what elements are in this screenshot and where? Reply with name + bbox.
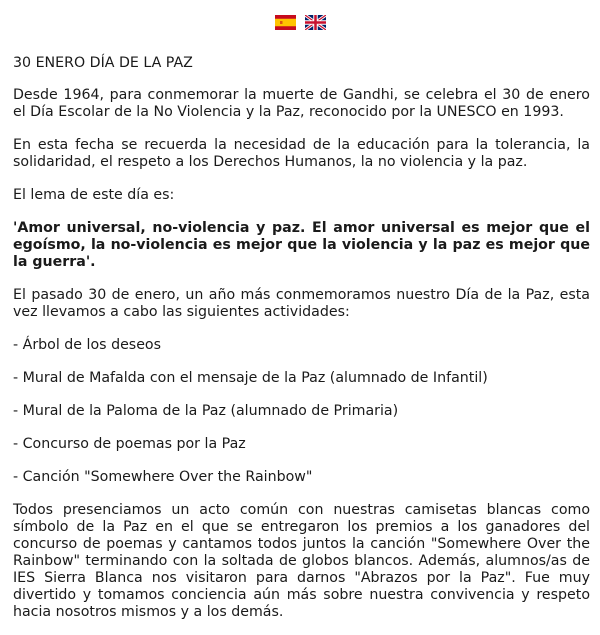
- activity-item: - Canción "Somewhere Over the Rainbow": [13, 469, 313, 485]
- activity-item: - Concurso de poemas por la Paz: [13, 436, 246, 452]
- uk-flag-icon[interactable]: [305, 15, 326, 30]
- spanish-flag-icon[interactable]: [275, 15, 296, 30]
- activities-intro: El pasado 30 de enero, un año más conmemoramos nuestro Día de la Paz, esta vez llevamos a cabo las siguientes actividades:: [13, 287, 590, 320]
- article-body: [13, 55, 590, 621]
- motto-intro: El lema de este día es:: [13, 187, 175, 203]
- language-switcher: [275, 15, 326, 30]
- activity-item: - Árbol de los deseos: [13, 337, 161, 353]
- closing-paragraph: Todos presenciamos un acto común con nuestras camisetas blancas como símbolo de la Paz en el que se entregaron los premios a los ganadores del concurso de poemas y cantamos todos juntos la canción "Somewhere Over the Rainbow" terminando con la soltada de globos blancos. Además, alumnos/as de IES Sierra Blanca nos visitaron para darnos "Abrazos por la Paz". Fue muy divertido y tomamos conciencia aún más sobre nuestra convivencia y respeto hacia nosotros mismos y a los demás.: [13, 502, 590, 620]
- activity-item: - Mural de Mafalda con el mensaje de la Paz (alumnado de Infantil): [13, 370, 488, 386]
- activity-item: - Mural de la Paloma de la Paz (alumnado de Primaria): [13, 403, 399, 419]
- article-title: 30 ENERO DÍA DE LA PAZ: [13, 55, 193, 71]
- motto-quote: 'Amor universal, no-violencia y paz. El amor universal es mejor que el egoísmo, la no-violencia es mejor que la violencia y la paz es mejor que la guerra'.: [13, 220, 590, 270]
- intro-paragraph: Desde 1964, para conmemorar la muerte de Gandhi, se celebra el 30 de enero el Día Escolar de la No Violencia y la Paz, reconocido por la UNESCO en 1993.: [13, 87, 590, 120]
- context-paragraph: En esta fecha se recuerda la necesidad de la educación para la tolerancia, la solidaridad, el respeto a los Derechos Humanos, la no violencia y la paz.: [13, 137, 590, 170]
